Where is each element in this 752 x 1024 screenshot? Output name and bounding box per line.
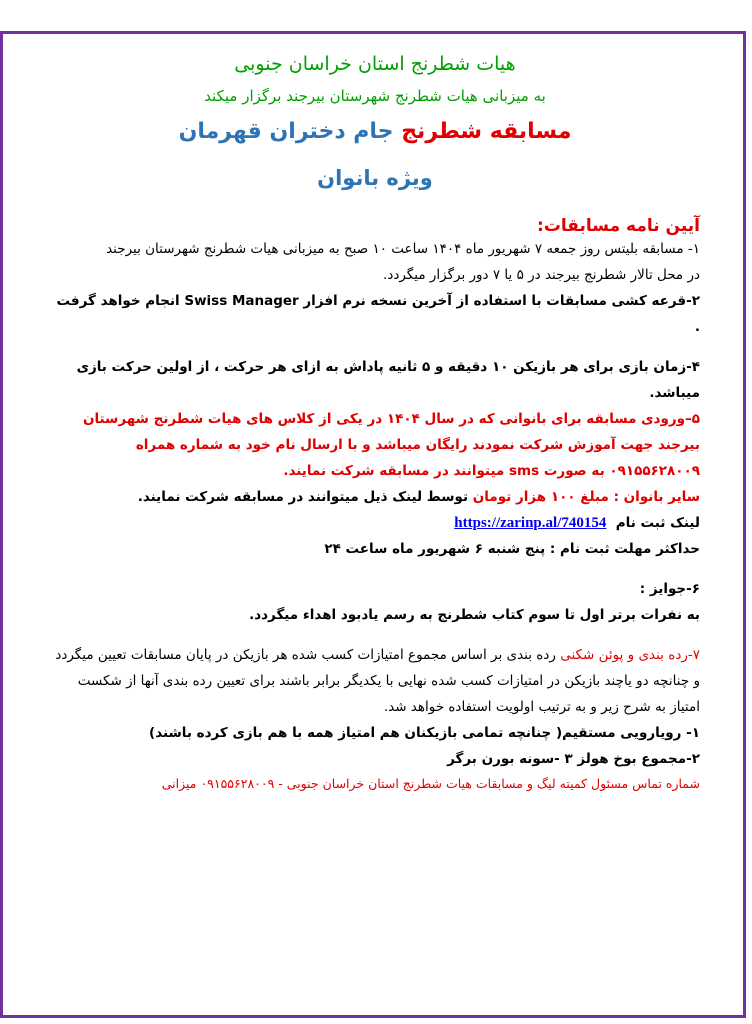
rule-2: ۲-قرعه کشی مسابقات با استفاده از آخرین نسخه نرم افزار Swiss Manager انجام خواهد گرفت .	[56, 293, 700, 335]
deadline: حداکثر مهلت ثبت نام : پنج شنبه ۶ شهریور ماه ساعت ۲۴	[324, 541, 700, 557]
rule-5: ۵–ورودی مسابقه برای بانوانی که در سال ۱۴۰۴ در یکی از کلاس های هیات شطرنج شهرستان بیرجند جهت آموزش شرکت نمودند رایگان میباشد و با ارسال نام خود به شماره همراه ۰۹۱۵۵۶۲۸۰۰۹ به صورت sms میتوانند در مسابقه شرکت نمایند.	[82, 411, 700, 479]
tiebreak-2: ۲-مجموع بوخ هولز ۳ -سونه بورن برگر	[447, 751, 700, 767]
event-title-red: مسابقه شطرنج	[401, 119, 572, 144]
federation-name: هیات شطرنج استان خراسان جنوبی	[234, 53, 516, 75]
rule-4: ۴-زمان بازی برای هر بازیکن ۱۰ دقیقه و ۵ ثانیه پاداش به ازای هر حرکت ، از اولین حرکت بازی میباشد.	[76, 359, 700, 401]
registration-link-label: لینک ثبت نام	[615, 515, 700, 531]
rules-heading: آیین نامه مسابقات:	[537, 216, 700, 236]
contact-line: شماره تماس مسئول کمیته لیگ و مسابقات هیات شطرنج استان خراسان جنوبی - ۰۹۱۵۵۶۲۸۰۰۹ میزانی	[161, 776, 700, 791]
event-subtitle: ویژه بانوان	[317, 166, 433, 190]
other-ladies-text: توسط لینک ذیل میتوانند در مسابقه شرکت نمایند.	[137, 489, 469, 505]
host-line: به میزبانی هیات شطرنج شهرستان بیرجند برگزار میکند	[204, 87, 546, 105]
other-ladies-fee: سایر بانوان : مبلغ ۱۰۰ هزار تومان	[472, 489, 700, 505]
registration-link[interactable]: https://zarinp.al/740154	[454, 515, 607, 531]
rule-7	[50, 642, 700, 720]
event-title	[50, 119, 700, 144]
rule-1: ۱- مسابقه بلیتس روز جمعه ۷ شهریور ماه ۱۴۰۴ ساعت ۱۰ صبح به میزبانی هیات شطرنج شهرستان بیرجند	[106, 241, 700, 257]
other-ladies	[50, 484, 700, 510]
registration-link-row	[50, 510, 700, 536]
tiebreak-1: ۱- رویارویی مستقیم( چنانچه تمامی بازیکنان هم امتیاز همه با هم بازی کرده باشند)	[149, 725, 700, 741]
prizes-heading: ۶-جوایز :	[639, 581, 700, 597]
rule-7-title: ۷-رده بندی و پوئن شکنی	[560, 647, 700, 663]
prizes-text: به نفرات برتر اول تا سوم کتاب شطرنج به رسم یادبود اهداء میگردد.	[249, 607, 700, 623]
announcement	[50, 31, 700, 791]
rule-7-text: رده بندی بر اساس مجموع امتیازات کسب شده هر بازیکن در پایان مسابقات تعیین میگردد و چنانچه دو یاچند بازیکن در امتیازات کسب شده نهایی با یکدیگر برابر باشند برای تعیین رده بندی آنها از شکست امتیاز به شرح زیر و به ترتیب اولویت استفاده خواهد شد.	[55, 647, 700, 715]
event-title-blue: جام دختران قهرمان	[178, 119, 394, 144]
rule-1-cont: در محل تالار شطرنج بیرجند در ۵ یا ۷ دور برگزار میگردد.	[383, 267, 700, 283]
